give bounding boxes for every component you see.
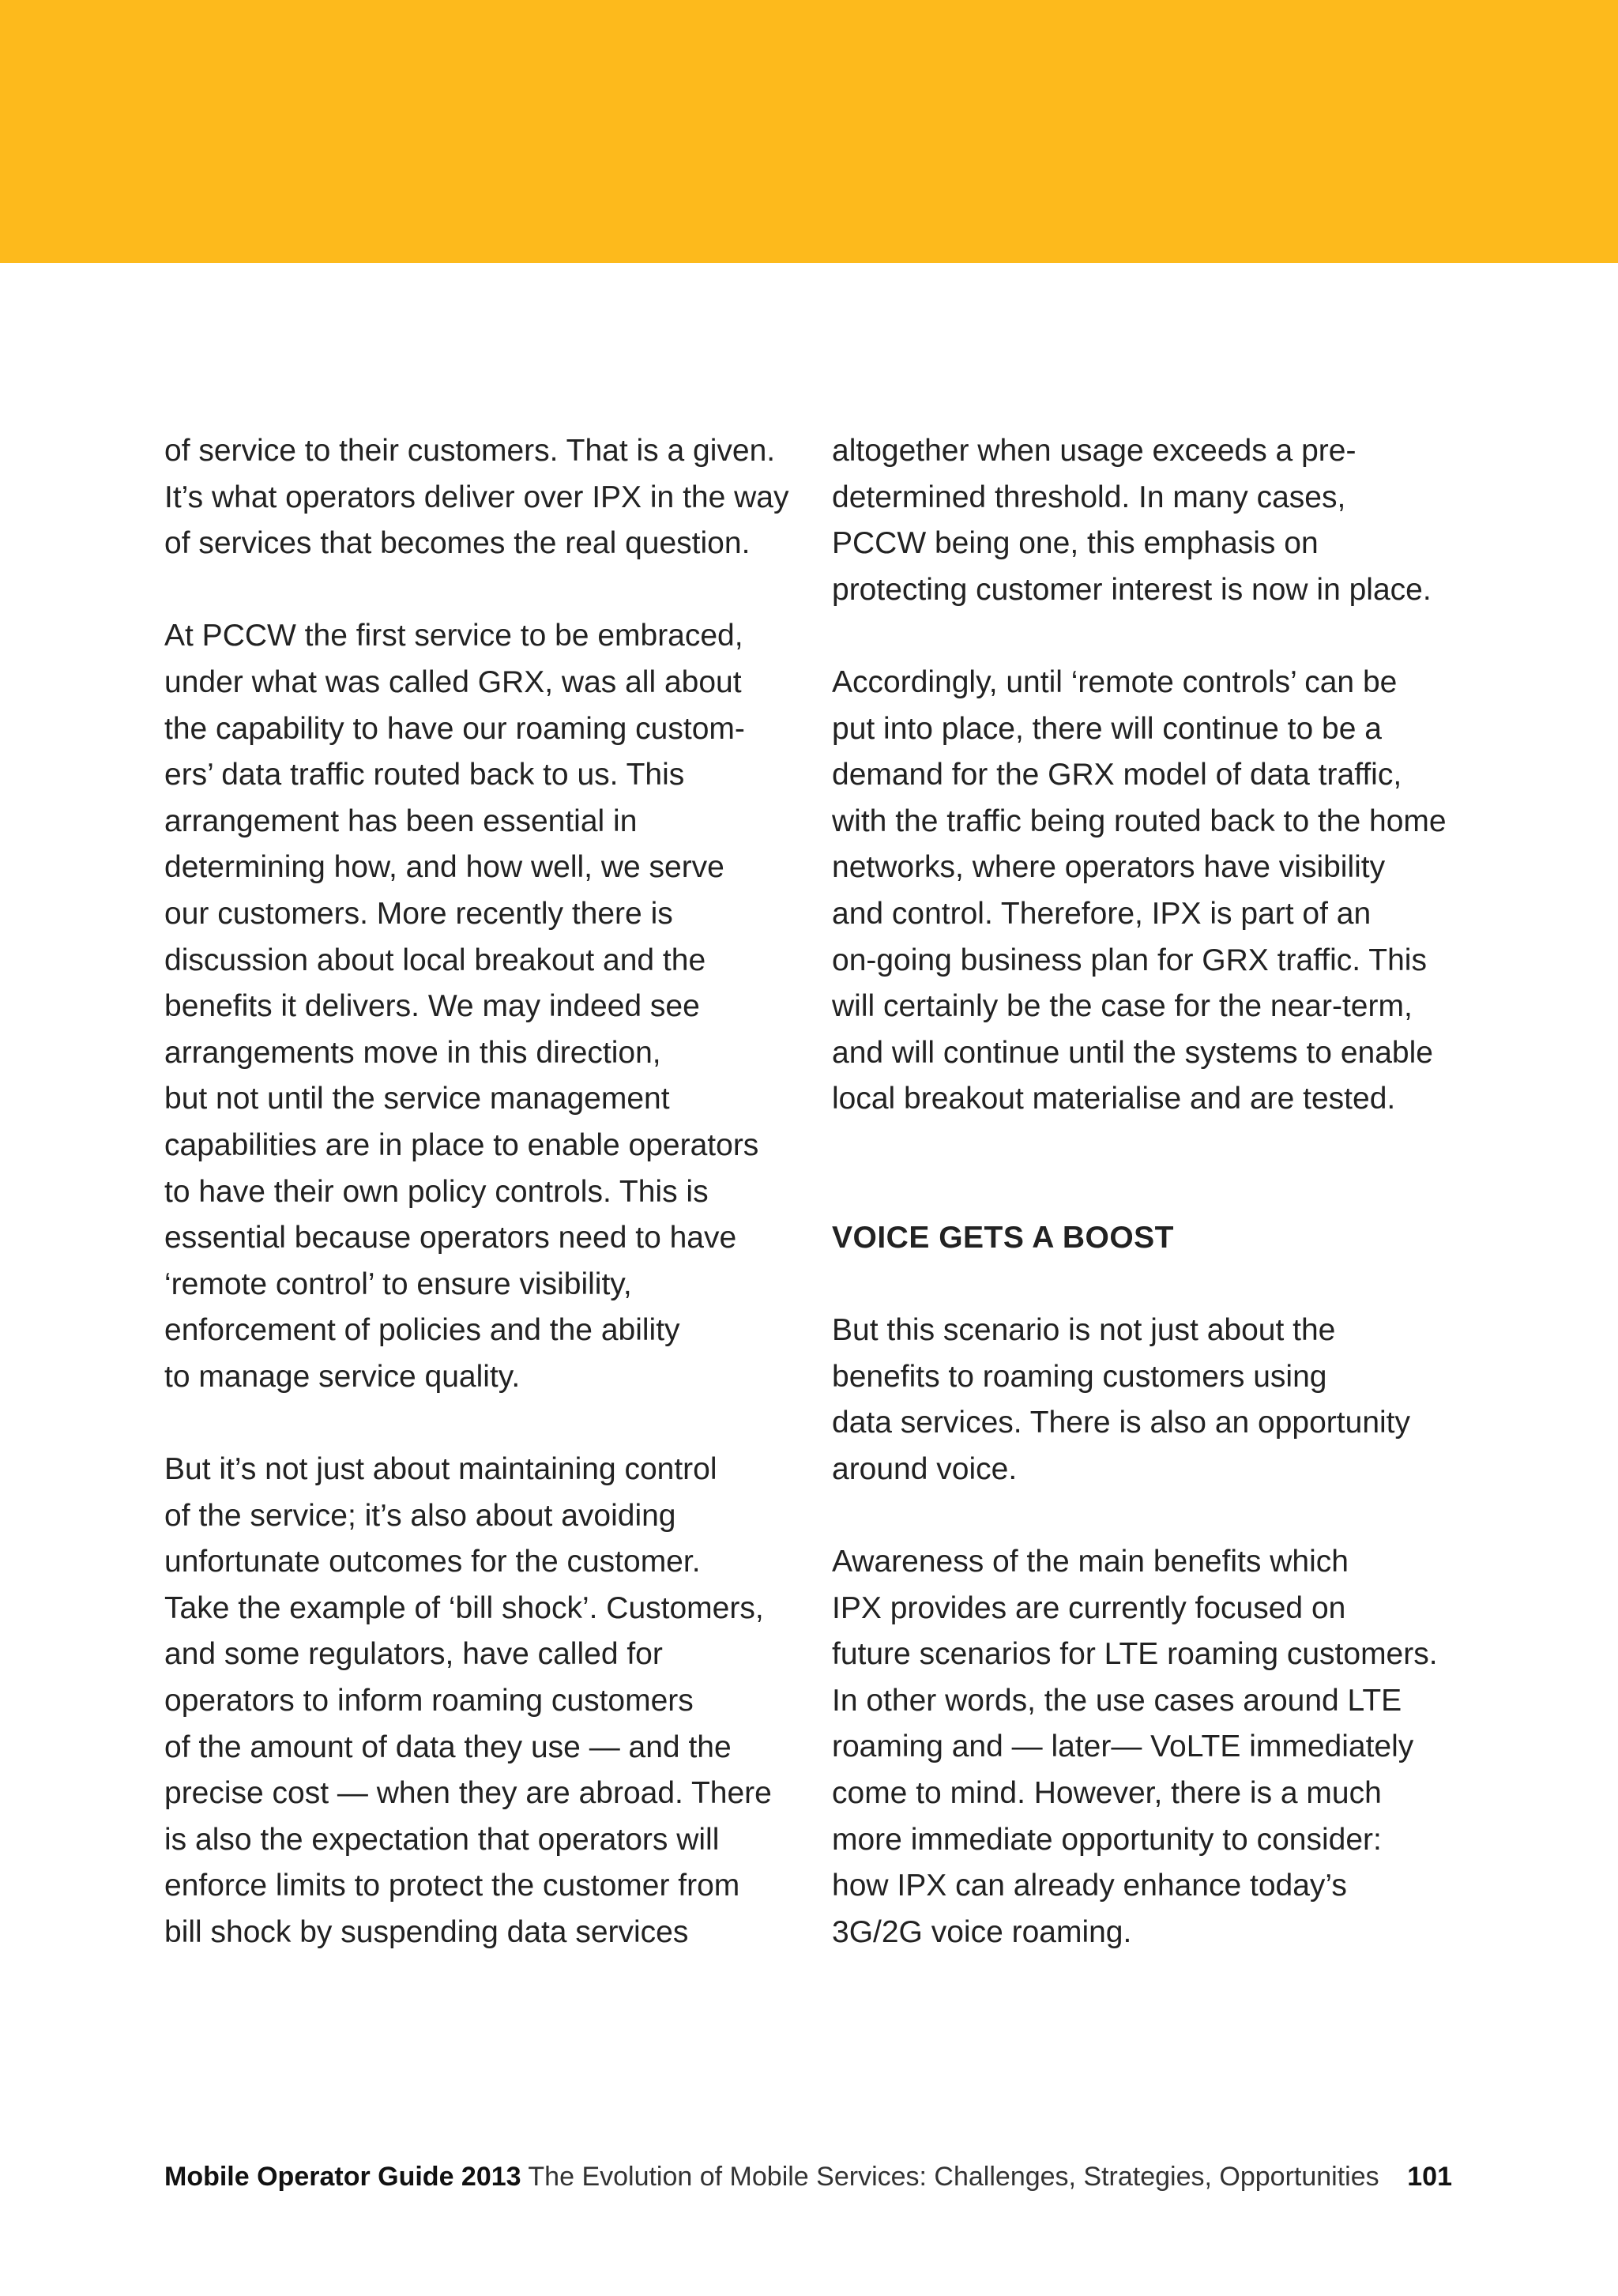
text-line: protecting customer interest is now in place. (832, 572, 1432, 607)
text-line: under what was called GRX, was all about (164, 664, 742, 699)
text-line: future scenarios for LTE roaming customers. (832, 1637, 1438, 1672)
section-heading: VOICE GETS A BOOST (832, 1220, 1174, 1255)
text-line: demand for the GRX model of data traffic, (832, 758, 1402, 792)
paragraph (164, 613, 796, 1400)
text-line: more immediate opportunity to consider: (832, 1822, 1382, 1857)
text-line: of services that becomes the real question. (164, 526, 751, 561)
text-line: In other words, the use cases around LTE (832, 1683, 1402, 1718)
text-line: local breakout materialise and are tested. (832, 1082, 1396, 1116)
text-line: capabilities are in place to enable operators (164, 1127, 759, 1162)
text-line: come to mind. However, there is a much (832, 1776, 1382, 1811)
text-line: At PCCW the first service to be embraced, (164, 619, 743, 653)
text-line: benefits to roaming customers using (832, 1359, 1327, 1394)
text-line: roaming and — later— VoLTE immediately (832, 1730, 1414, 1764)
page-footer (164, 2157, 1452, 2196)
text-line: arrangements move in this direction, (164, 1035, 661, 1070)
left-text-column (164, 428, 796, 1956)
text-line: of the amount of data they use — and the (164, 1730, 732, 1764)
text-line: around voice. (832, 1451, 1018, 1486)
text-line: essential because operators need to have (164, 1221, 737, 1255)
text-line: benefits it delivers. We may indeed see (164, 989, 700, 1024)
text-line: Take the example of ‘bill shock’. Customers, (164, 1590, 764, 1625)
text-line: ers’ data traffic routed back to us. This (164, 758, 685, 792)
text-line: how IPX can already enhance today’s (832, 1869, 1347, 1903)
text-line: to have their own policy controls. This is (164, 1174, 709, 1209)
text-line: the capability to have our roaming custom- (164, 711, 745, 746)
text-line: but not until the service management (164, 1082, 670, 1116)
text-line: on-going business plan for GRX traffic. This (832, 943, 1427, 977)
text-line: 3G/2G voice roaming. (832, 1914, 1132, 1949)
text-line: enforcement of policies and the ability (164, 1313, 680, 1348)
text-line: will certainly be the case for the near-term, (832, 989, 1413, 1024)
footer-publication-title: Mobile Operator Guide 2013 (164, 2162, 521, 2192)
text-line: our customers. More recently there is (164, 896, 673, 931)
text-line: and will continue until the systems to enable (832, 1035, 1433, 1070)
text-line: It’s what operators deliver over IPX in the way (164, 480, 789, 514)
right-text-column (832, 428, 1464, 1955)
text-line: arrangement has been essential in (164, 804, 638, 838)
text-line: enforce limits to protect the customer from (164, 1869, 740, 1903)
text-line: precise cost — when they are abroad. There (164, 1776, 772, 1811)
paragraph (164, 428, 796, 567)
text-line: and some regulators, have called for (164, 1637, 663, 1672)
text-line: ‘remote control’ to ensure visibility, (164, 1267, 632, 1301)
text-line: and control. Therefore, IPX is part of an (832, 896, 1372, 931)
text-line: of service to their customers. That is a given. (164, 434, 776, 468)
text-line: with the traffic being routed back to the home (832, 804, 1447, 838)
paragraph (164, 1447, 796, 1956)
text-line: of the service; it’s also about avoiding (164, 1498, 676, 1533)
text-line: altogether when usage exceeds a pre- (832, 434, 1356, 468)
text-line: Accordingly, until ‘remote controls’ can be (832, 664, 1398, 699)
text-line: PCCW being one, this emphasis on (832, 526, 1319, 561)
header-color-band (0, 0, 1618, 263)
text-line: But this scenario is not just about the (832, 1313, 1336, 1348)
text-line: put into place, there will continue to be a (832, 711, 1382, 746)
text-line: data services. There is also an opportunity (832, 1406, 1411, 1440)
text-line: determined threshold. In many cases, (832, 480, 1346, 514)
paragraph (832, 660, 1464, 1123)
text-line: But it’s not just about maintaining control (164, 1452, 717, 1487)
text-line: IPX provides are currently focused on (832, 1590, 1346, 1625)
page-number: 101 (1407, 2162, 1452, 2192)
text-line: Awareness of the main benefits which (832, 1545, 1349, 1579)
text-line: to manage service quality. (164, 1359, 521, 1394)
text-line: operators to inform roaming customers (164, 1684, 694, 1718)
paragraph (832, 428, 1464, 613)
text-line: discussion about local breakout and the (164, 943, 706, 977)
footer-publication-subtitle: The Evolution of Mobile Services: Challenges, Strategies, Opportunities (528, 2162, 1379, 2192)
paragraph (832, 1539, 1464, 1955)
paragraph (832, 1308, 1464, 1492)
text-line: bill shock by suspending data services (164, 1915, 689, 1949)
text-line: is also the expectation that operators will (164, 1822, 720, 1857)
text-line: determining how, and how well, we serve (164, 850, 724, 885)
text-line: networks, where operators have visibility (832, 850, 1386, 885)
text-line: unfortunate outcomes for the customer. (164, 1545, 701, 1579)
